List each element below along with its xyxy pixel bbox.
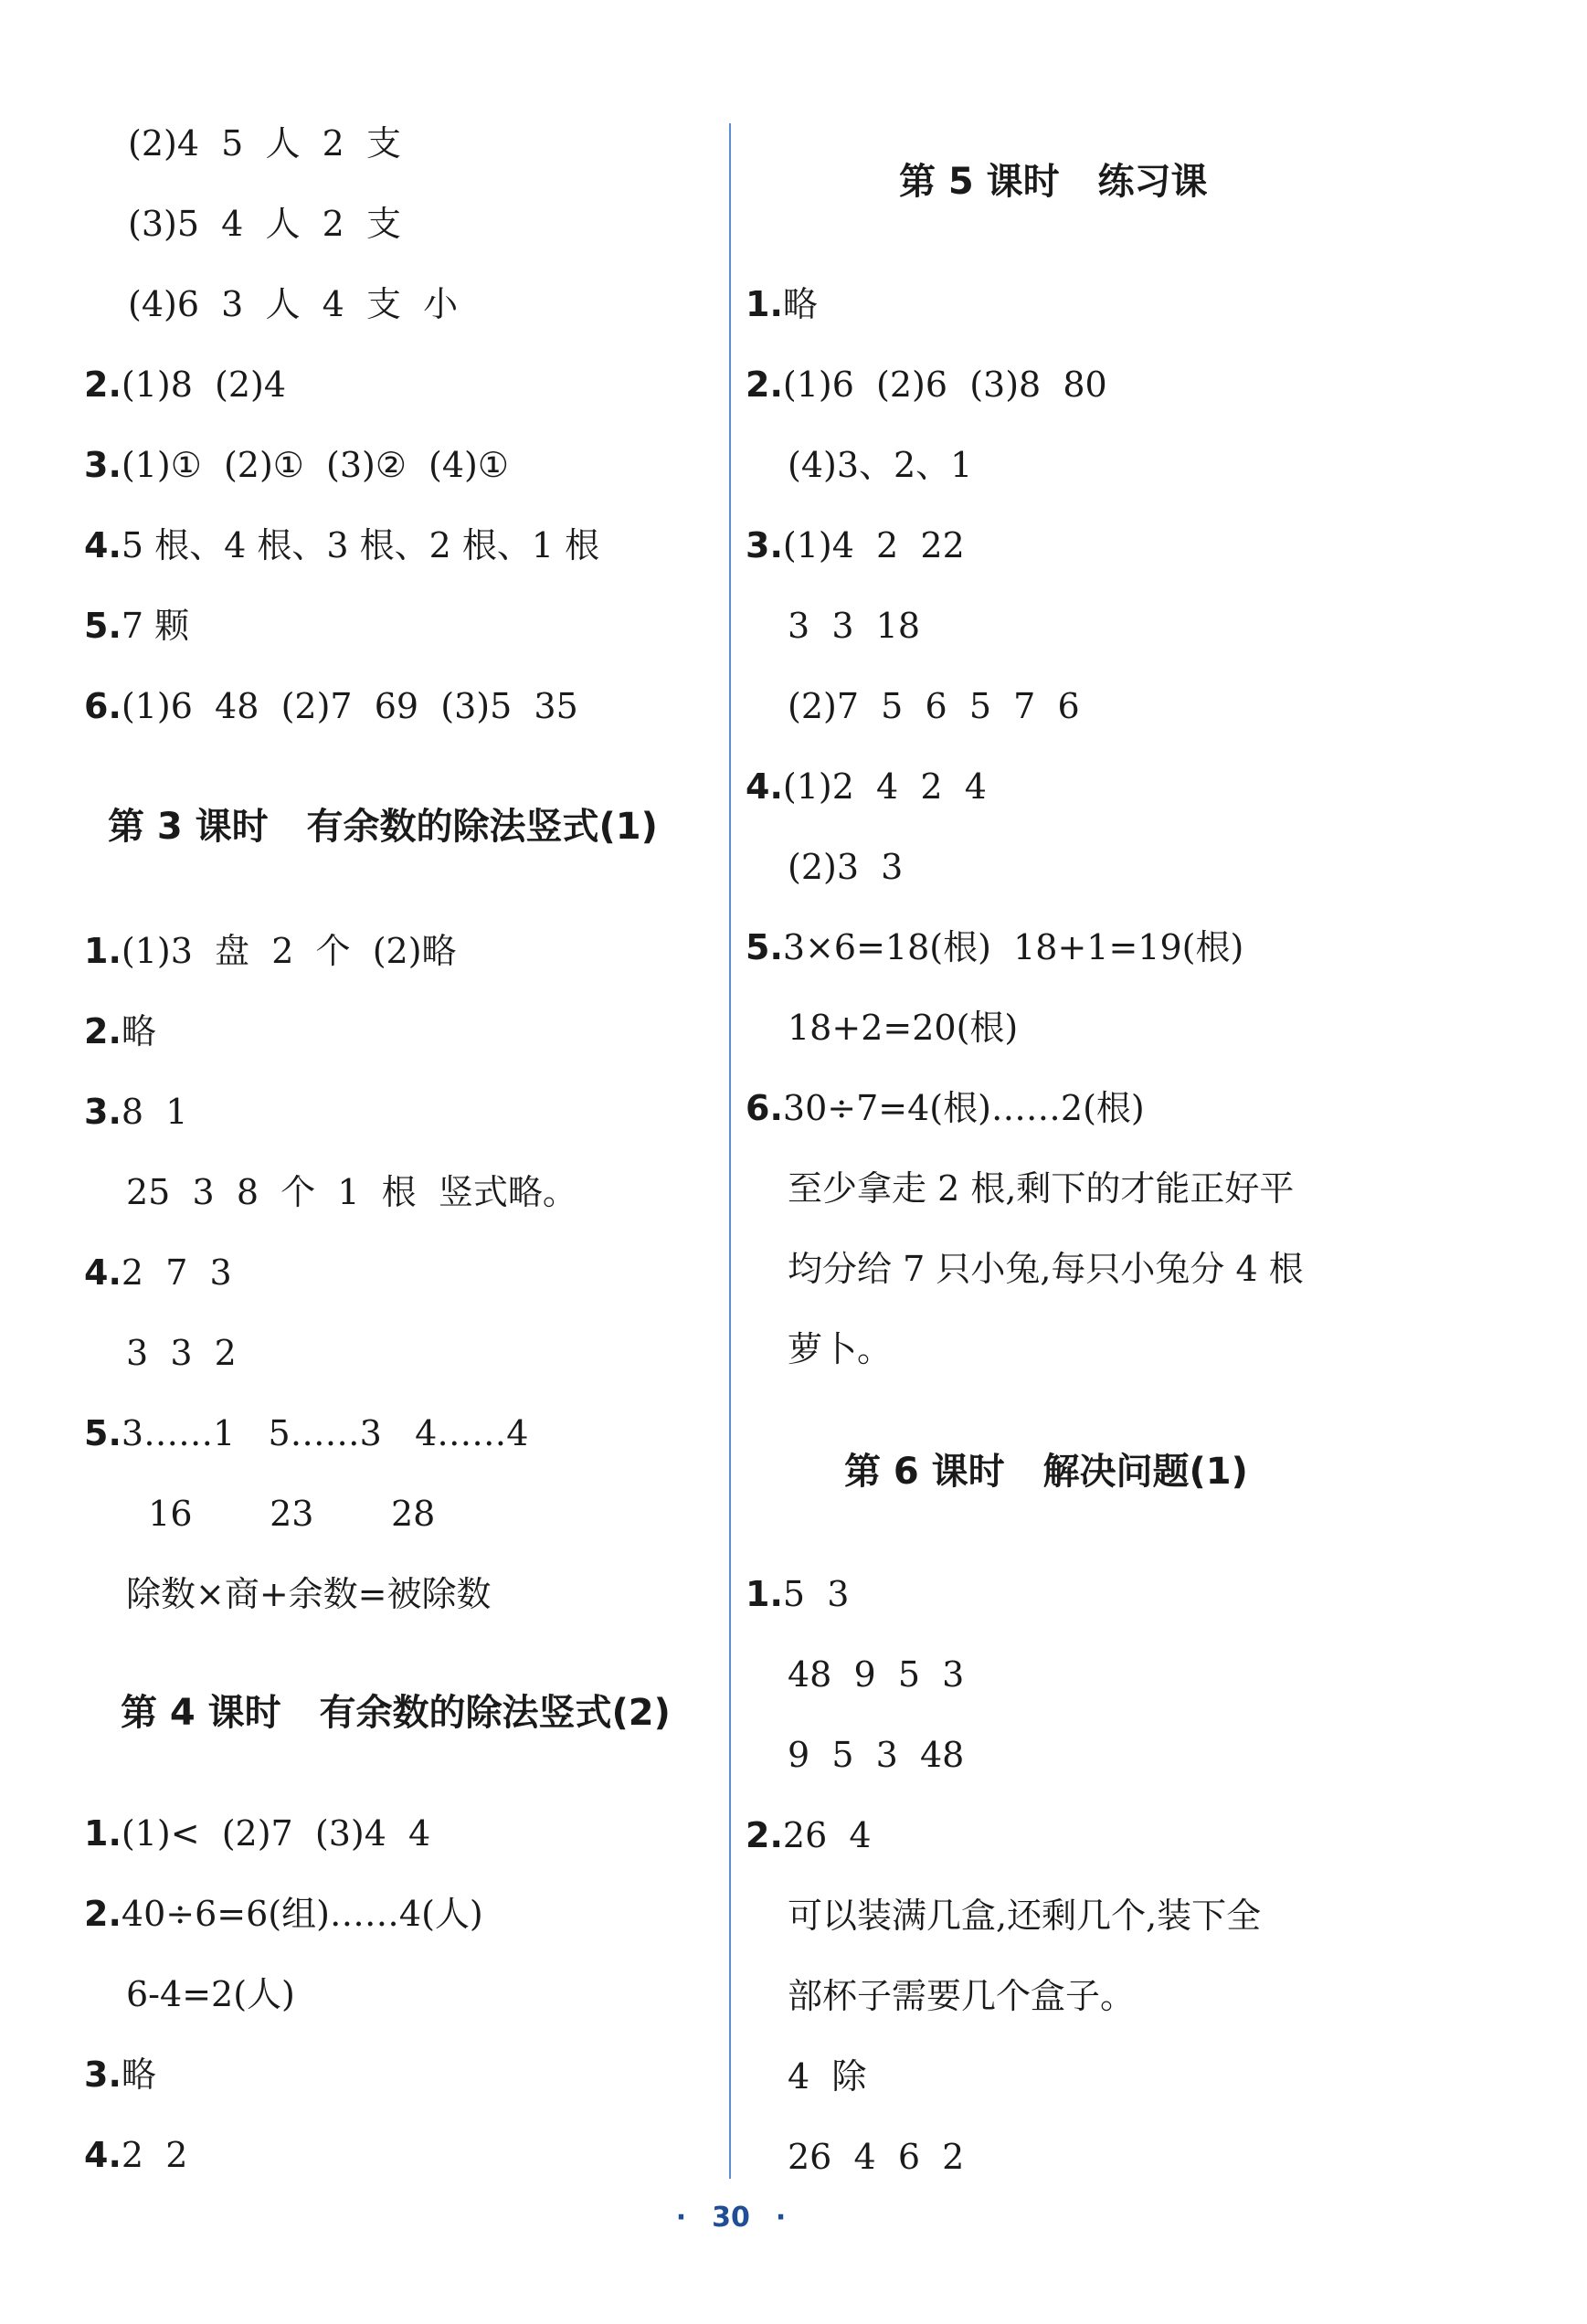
answer-line: 48 9 5 3 xyxy=(788,1654,965,1695)
answer-line: 3 3 18 xyxy=(788,606,921,646)
footer-dot-right: · xyxy=(775,2202,787,2234)
answer-line: 6.30÷7=4(根)……2(根) xyxy=(746,1088,1145,1128)
answer-line: 可以装满几盒,还剩几个,装下全 xyxy=(788,1896,1262,1936)
answer-line: 6.(1)6 48 (2)7 69 (3)5 35 xyxy=(84,686,578,726)
answer-line: 2.40÷6=6(组)……4(人) xyxy=(84,1894,483,1934)
answer-line: (4)6 3 人 4 支 小 xyxy=(128,284,459,324)
answer-line: 3.(1)4 2 22 xyxy=(746,525,965,565)
answer-line: 1.略 xyxy=(746,284,818,324)
answer-line: 至少拿走 2 根,剩下的才能正好平 xyxy=(788,1168,1295,1209)
answer-line: (2)4 5 人 2 支 xyxy=(128,123,401,164)
answer-line: 6-4=2(人) xyxy=(126,1974,295,2014)
answer-line: 4 除 xyxy=(788,2056,867,2097)
answer-line: 26 4 6 2 xyxy=(788,2137,965,2177)
answer-line: 3.(1)① (2)① (3)② (4)① xyxy=(84,445,509,485)
answer-line: 4.(1)2 4 2 4 xyxy=(746,766,987,807)
answer-line: 5.7 颗 xyxy=(84,606,190,646)
answer-line: 2.略 xyxy=(84,1011,156,1051)
page-number: 30 xyxy=(712,2202,750,2234)
page-footer xyxy=(0,2202,1462,2234)
footer-dot-left: · xyxy=(675,2202,687,2234)
answer-line: 均分给 7 只小兔,每只小兔分 4 根 xyxy=(788,1249,1304,1289)
answer-line: 除数×商+余数=被除数 xyxy=(126,1574,492,1614)
answer-line: 3.8 1 xyxy=(84,1092,188,1132)
section-heading-lesson-4: 第 4 课时 有余数的除法竖式(2) xyxy=(121,1692,671,1734)
answer-line: (2)3 3 xyxy=(788,847,904,887)
section-heading-lesson-3: 第 3 课时 有余数的除法竖式(1) xyxy=(108,806,658,848)
answer-line: 4.2 7 3 xyxy=(84,1252,232,1293)
answer-line: 5.3×6=18(根) 18+1=19(根) xyxy=(746,927,1244,967)
answer-line: (4)3、2、1 xyxy=(788,445,973,485)
answer-line: 2.26 4 xyxy=(746,1815,872,1855)
answer-line: (3)5 4 人 2 支 xyxy=(128,204,401,244)
answer-line: 16 23 28 xyxy=(126,1494,436,1534)
answer-line: 2.(1)6 (2)6 (3)8 80 xyxy=(746,364,1107,405)
answer-line: 萝卜。 xyxy=(788,1329,893,1369)
answer-line: 1.(1)3 盘 2 个 (2)略 xyxy=(84,931,457,971)
answer-line: 5.3……1 5……3 4……4 xyxy=(84,1413,529,1453)
section-heading-lesson-5: 第 5 课时 练习课 xyxy=(899,161,1208,203)
answer-line: 2.(1)8 (2)4 xyxy=(84,364,287,405)
answer-line: (2)7 5 6 5 7 6 xyxy=(788,686,1080,726)
section-heading-lesson-6: 第 6 课时 解决问题(1) xyxy=(844,1451,1248,1493)
answer-line: 4.2 2 xyxy=(84,2135,188,2175)
answer-line: 3 3 2 xyxy=(126,1333,237,1373)
answer-line: 部杯子需要几个盒子。 xyxy=(788,1976,1136,2016)
answer-line: 1.(1)< (2)7 (3)4 4 xyxy=(84,1813,431,1854)
column-divider xyxy=(729,123,731,2179)
answer-line: 1.5 3 xyxy=(746,1574,850,1614)
answer-line: 3.略 xyxy=(84,2055,156,2095)
answer-line: 4.5 根、4 根、3 根、2 根、1 根 xyxy=(84,525,600,565)
answer-line: 9 5 3 48 xyxy=(788,1735,965,1775)
answer-line: 18+2=20(根) xyxy=(788,1008,1019,1048)
answer-line: 25 3 8 个 1 根 竖式略。 xyxy=(126,1172,577,1212)
